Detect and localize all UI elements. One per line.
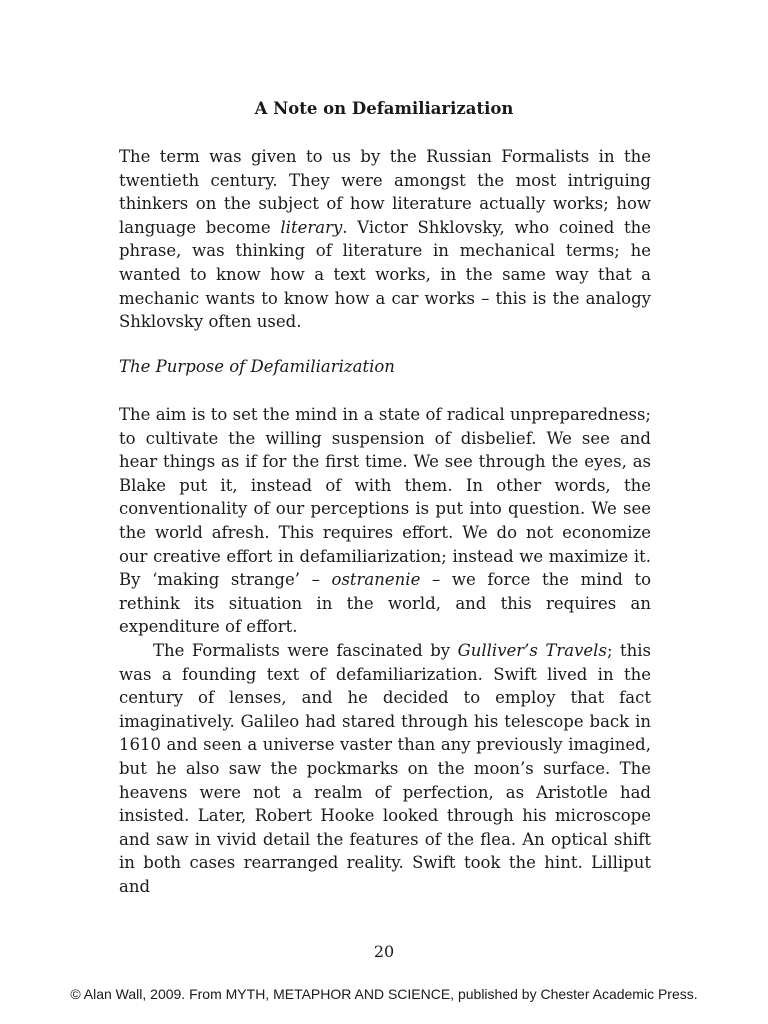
formalists-text-part1: The Formalists were fascinated by xyxy=(153,640,458,660)
page-title: A Note on Defamiliarization xyxy=(254,99,514,118)
purpose-italic-ostranenie: ostranenie xyxy=(331,570,421,590)
intro-text-part2: . Victor Shklovsky, who coined the phrase, was thinking of literature in mechanical terms; he wanted to know how a text works, in the same way that a mechanic wants to know how a car works – this is the analogy Shklovsky often used. xyxy=(119,217,651,332)
formalists-text-part2: ; this was a founding text of defamiliarization. Swift lived in the century of lenses, and he decided to employ that fact imaginatively. Galileo had stared through his telescope back in 1610 and seen a universe vaster than any previously imagined, but he also saw the pockmarks on the moon’s surface. The heavens were not a realm of perfection, as Aristotle had insisted. Later, Robert Hooke looked through his microscope and saw in vivid detail the features of the flea. An optical shift in both cases rearranged reality. Swift took the hint. Lilliput and xyxy=(119,640,651,896)
purpose-text-part2: – we force the mind to rethink its situation in the world, and this requires an expenditure of effort. xyxy=(119,570,652,637)
intro-italic-literary: literary xyxy=(280,217,343,237)
copyright-footer: © Alan Wall, 2009. From MYTH, METAPHOR AND SCIENCE, published by Chester Academic Press. xyxy=(70,986,698,1002)
formalists-italic-gullivers-travels: Gulliver’s Travels xyxy=(457,640,607,660)
intro-paragraph-text xyxy=(119,145,651,334)
intro-paragraph xyxy=(119,145,651,334)
formalists-paragraph xyxy=(119,639,651,899)
purpose-section xyxy=(119,403,651,898)
purpose-paragraph xyxy=(119,403,651,639)
intro-text-part1: The term was given to us by the Russian Formalists in the twentieth century. They were amongst the most intriguing thinkers on the subject of how literature actually works; how language become xyxy=(119,147,651,237)
purpose-text-part1: The aim is to set the mind in a state of radical unpreparedness; to cultivate the willing suspension of disbelief. We see and hear things as if for the first time. We see through the eyes, as Blake put it, instead of with them. In other words, the conventionality of our perceptions is put into question. We see the world afresh. This requires effort. We do not economize our creative effort in defamiliarization; instead we maximize it. By ‘making strange’ – xyxy=(119,405,651,590)
page-number: 20 xyxy=(373,942,395,961)
section-subheading: The Purpose of Defamiliarization xyxy=(119,357,395,376)
